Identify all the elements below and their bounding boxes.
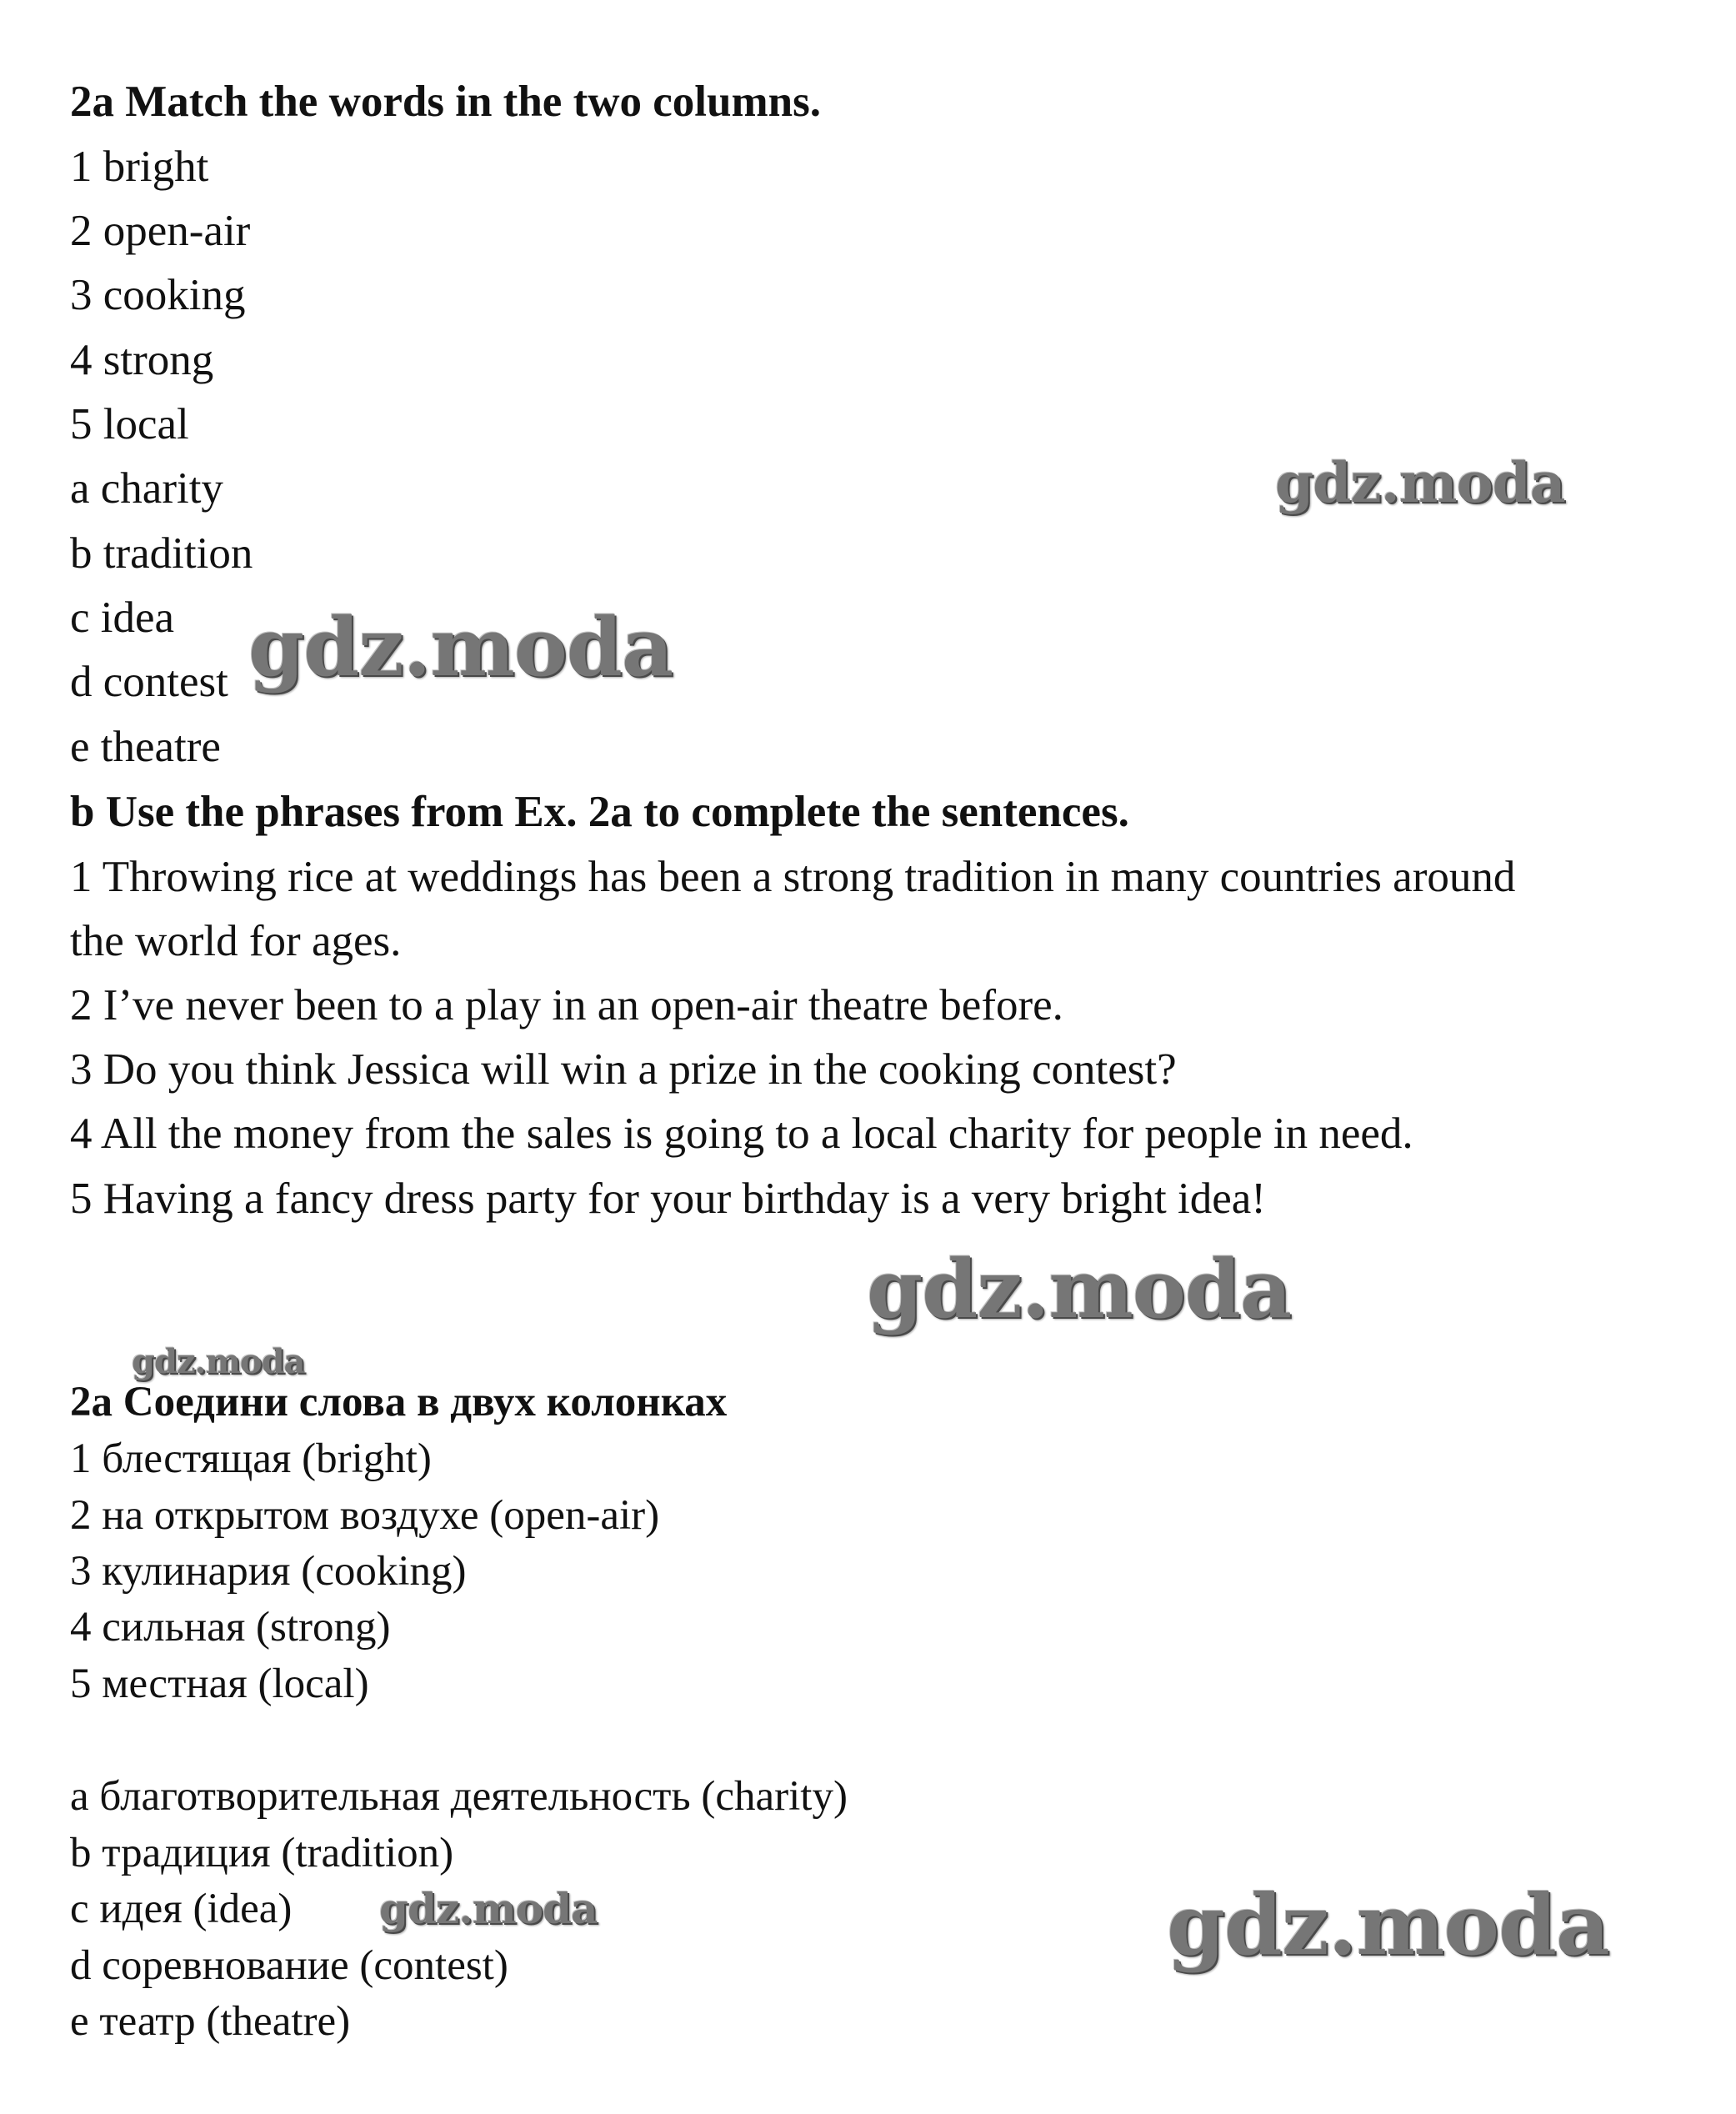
translation-item: 4 сильная (strong) <box>70 1604 391 1651</box>
translation-item: c идея (idea) <box>70 1886 293 1932</box>
sentence-line: 5 Having a fancy dress party for your birthday is a very bright idea! <box>70 1175 1266 1223</box>
word-item: d contest <box>70 658 228 706</box>
translation-item: e театр (theatre) <box>70 1998 351 2045</box>
watermark: gdz.moda <box>379 1884 598 1933</box>
watermark: gdz.moda <box>132 1342 305 1381</box>
translation-item: 1 блестящая (bright) <box>70 1435 432 1482</box>
sentence-line: 2 I’ve never been to a play in an open-air theatre before. <box>70 981 1063 1029</box>
word-item: a charity <box>70 464 223 513</box>
translation-item: 3 кулинария (cooking) <box>70 1548 467 1595</box>
word-item: b tradition <box>70 529 253 578</box>
exercise-b-heading: b Use the phrases from Ex. 2a to complete the sentences. <box>70 788 1129 836</box>
word-item: 5 local <box>70 400 189 448</box>
word-item: 3 cooking <box>70 271 246 319</box>
translation-item: a благотворительная деятельность (charity) <box>70 1773 848 1820</box>
translation-item: b традиция (tradition) <box>70 1830 454 1876</box>
watermark: gdz.moda <box>1275 450 1565 515</box>
exercise-2a-heading: 2a Match the words in the two columns. <box>70 78 821 126</box>
word-item: e theatre <box>70 723 221 771</box>
sentence-line: 4 All the money from the sales is going to a local charity for people in need. <box>70 1110 1413 1158</box>
sentence-line: the world for ages. <box>70 917 402 965</box>
translation-heading: 2a Соедини слова в двух колонках <box>70 1379 728 1425</box>
translation-item: d соревнование (contest) <box>70 1942 508 1989</box>
word-item: 2 open-air <box>70 207 251 255</box>
watermark: gdz.moda <box>1167 1876 1609 1974</box>
sentence-line: 1 Throwing rice at weddings has been a strong tradition in many countries around <box>70 853 1516 901</box>
watermark: gdz.moda <box>867 1242 1292 1336</box>
word-item: c idea <box>70 594 175 642</box>
watermark: gdz.moda <box>248 600 673 694</box>
translation-item: 5 местная (local) <box>70 1661 369 1707</box>
word-item: 4 strong <box>70 336 214 384</box>
word-item: 1 bright <box>70 143 209 191</box>
sentence-line: 3 Do you think Jessica will win a prize in the cooking contest? <box>70 1045 1177 1094</box>
translation-item: 2 на открытом воздухе (open-air) <box>70 1492 660 1539</box>
